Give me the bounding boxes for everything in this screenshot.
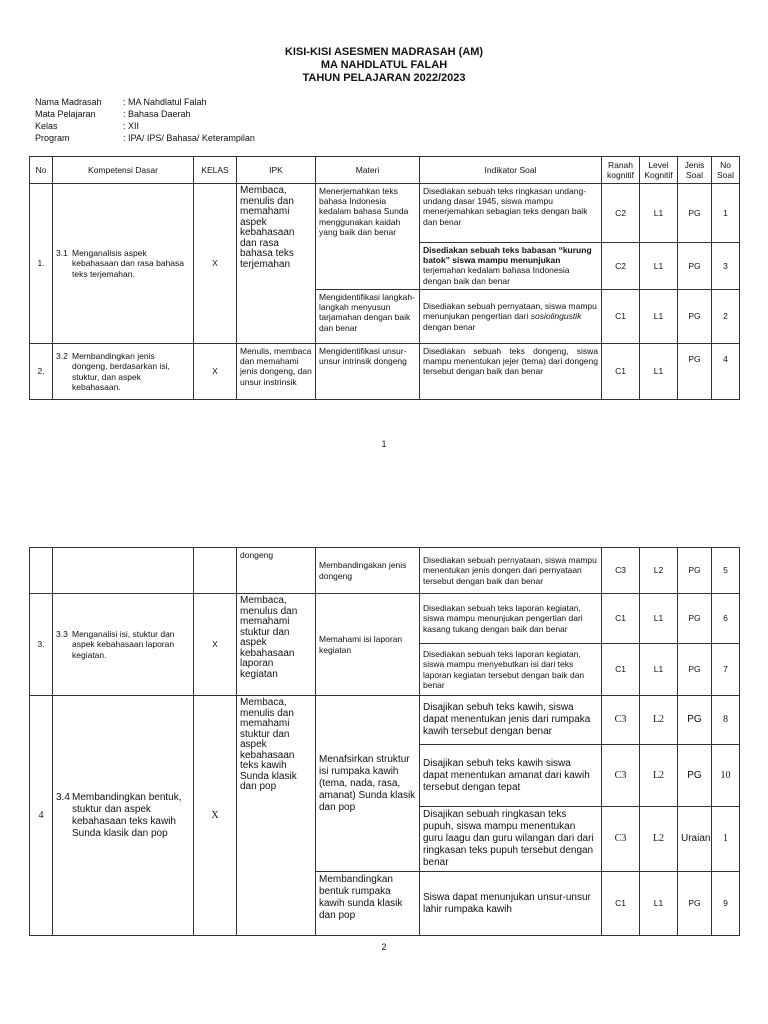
info-value: : MA Nahdlatul Falah bbox=[123, 97, 207, 107]
nosoal-cell: 1 bbox=[712, 807, 740, 872]
table-row bbox=[30, 344, 740, 400]
table-row bbox=[30, 696, 740, 745]
col-header-no: No bbox=[30, 157, 53, 184]
row-number: 3. bbox=[30, 594, 53, 696]
level-cell: L2 bbox=[640, 807, 678, 872]
info-label: Kelas bbox=[35, 121, 58, 131]
ranah-cell: C1 bbox=[602, 644, 640, 696]
ipk-cell: Menulis, membaca dan memahami jenis dongeng, dan unsur instrinsik bbox=[237, 344, 316, 400]
col-header-ranah: Ranah kognitif bbox=[602, 157, 640, 184]
materi-cell: Membandingkan bentuk rumpaka kawih sunda klasik dan pop bbox=[316, 872, 420, 936]
kisi-table-page1 bbox=[29, 156, 740, 400]
ranah-cell: C3 bbox=[602, 807, 640, 872]
ranah-cell: C2 bbox=[602, 243, 640, 290]
col-header-ipk: IPK bbox=[237, 157, 316, 184]
indikator-bold-text: Disediakan sebuah teks babasan “kurung batok” siswa mampu menunjukan bbox=[423, 245, 592, 266]
ipk-cell: Membaca, menulis dan memahami aspek kebahasaan dan rasa bahasa teks terjemahan bbox=[237, 184, 316, 344]
jenis-cell: PG bbox=[678, 290, 712, 344]
kd-text: Membandingkan jenis dongeng, berdasarkan isi, stuktur, dan aspek kebahasaan. bbox=[72, 351, 170, 392]
materi-cell: Menafsirkan struktur isi rumpaka kawih (tema, nada, rasa, amanat) Sunda klasik dan pop bbox=[316, 696, 420, 872]
kd-cell bbox=[53, 344, 194, 400]
kisi-table-page2 bbox=[29, 547, 740, 936]
indikator-cell: Disediakan sebuah teks laporan kegiatan, siswa mampu menyebutkan isi dari teks laporan kegiatan tersebut dengan baik dan benar bbox=[420, 644, 602, 696]
school-name: MA NAHDLATUL FALAH bbox=[320, 59, 448, 71]
materi-cell: Menerjemahkan teks bahasa Indonesia kedalam bahasa Sunda menggunakan kaidah yang baik dan benar bbox=[316, 184, 420, 290]
materi-cell: Mengidentifikasi langkah-langkah menyusun tarjamahan dengan baik dan benar bbox=[316, 290, 420, 344]
indikator-cell: Siswa dapat menunjukan unsur-unsur lahir rumpaka kawih bbox=[420, 872, 602, 936]
indikator-cell: Disediakan sebuah teks laporan kegiatan, siswa mampu menunjukan pengertian dari kasang tukang dengan baik dan benar bbox=[420, 594, 602, 644]
info-label: Program bbox=[35, 133, 70, 143]
indikator-cell: Disajikan sebuah ringkasan teks pupuh, siswa mampu menentukan guru laagu dan guru wilangan dari dari ringkasan teks pupuh tersebut dengan benar bbox=[420, 807, 602, 872]
ipk-cell: Membaca, menulis dan memahami stuktur dan aspek kebahasaan teks kawih Sunda klasik dan pop bbox=[237, 696, 316, 936]
jenis-cell: PG bbox=[678, 184, 712, 243]
row-number bbox=[30, 548, 53, 594]
jenis-cell: PG bbox=[678, 548, 712, 594]
kd-text: Menganalisis aspek kebahasaan dan rasa bahasa teks terjemahan. bbox=[72, 248, 185, 279]
nosoal-cell: 10 bbox=[712, 745, 740, 807]
jenis-cell: PG bbox=[678, 344, 712, 400]
info-row-mapel bbox=[35, 109, 191, 119]
col-header-indikator: Indikator Soal bbox=[420, 157, 602, 184]
jenis-cell: PG bbox=[678, 644, 712, 696]
level-cell: L1 bbox=[640, 290, 678, 344]
info-row-program bbox=[35, 133, 255, 143]
nosoal-cell: 9 bbox=[712, 872, 740, 936]
nosoal-cell: 1 bbox=[712, 184, 740, 243]
nosoal-cell: 6 bbox=[712, 594, 740, 644]
jenis-cell: Uraian bbox=[678, 807, 712, 872]
materi-cell: Memahami isi laporan kegiatan bbox=[316, 594, 420, 696]
kd-number: 3.1 bbox=[56, 248, 68, 259]
school-year: TAHUN PELAJARAN 2022/2023 bbox=[302, 72, 466, 84]
info-row-kelas bbox=[35, 121, 139, 131]
table-row bbox=[30, 594, 740, 644]
kd-number: 3.3 bbox=[56, 629, 68, 640]
table-row bbox=[30, 548, 740, 594]
ipk-cell: dongeng bbox=[237, 548, 316, 594]
indikator-cell: Disediakan sebuah teks dongeng, siswa mampu menentukan jejer (tema) dari dongeng tersebut dengan baik dan benar bbox=[420, 344, 602, 400]
materi-cell: Membandingakan jenis dongeng bbox=[316, 548, 420, 594]
col-header-kelas: KELAS bbox=[194, 157, 237, 184]
page-number: 2 bbox=[381, 942, 387, 952]
jenis-cell: PG bbox=[678, 696, 712, 745]
level-cell: L1 bbox=[640, 872, 678, 936]
indikator-tail-text: dengan benar bbox=[423, 321, 476, 332]
level-cell: L1 bbox=[640, 344, 678, 400]
indikator-cell: Disajikan sebuh teks kawih, siswa dapat menentukan jenis dari rumpaka kawih tersebut dengan benar bbox=[420, 696, 602, 745]
indikator-cell: Disediakan sebuah pernyataan, siswa mampu menentukan jenis dongen dari pernyataan tersebut dengan baik dan benar bbox=[420, 548, 602, 594]
indikator-text: terjemahan kedalam bahasa Indonesia dengan baik dan benar bbox=[423, 265, 570, 286]
ranah-cell: C3 bbox=[602, 548, 640, 594]
kd-text: Membandingkan bentuk, stuktur dan aspek kebahasaan teks kawih Sunda klasik dan pop bbox=[72, 791, 182, 839]
nosoal-cell: 5 bbox=[712, 548, 740, 594]
kd-cell bbox=[53, 184, 194, 344]
ranah-cell: C3 bbox=[602, 696, 640, 745]
jenis-cell: PG bbox=[678, 594, 712, 644]
kelas-cell: X bbox=[194, 344, 237, 400]
indikator-text: Disediakan sebuah pernyataan, siswa mampu menunjukan pengertian dari bbox=[423, 301, 597, 322]
jenis-cell: PG bbox=[678, 243, 712, 290]
nosoal-cell: 7 bbox=[712, 644, 740, 696]
info-label: Mata Pelajaran bbox=[35, 109, 96, 119]
col-header-nosoal: No Soal bbox=[712, 157, 740, 184]
ipk-cell: Membaca, menulus dan memahami stuktur dan aspek kebahasaan laporan kegiatan bbox=[237, 594, 316, 696]
row-number: 2. bbox=[30, 344, 53, 400]
info-label: Nama Madrasah bbox=[35, 97, 102, 107]
kd-number: 3.4 bbox=[56, 791, 70, 803]
level-cell: L2 bbox=[640, 745, 678, 807]
jenis-cell: PG bbox=[678, 872, 712, 936]
nosoal-cell: 4 bbox=[712, 344, 740, 400]
indikator-cell bbox=[420, 290, 602, 344]
page-number: 1 bbox=[381, 439, 387, 449]
info-row-madrasah bbox=[35, 97, 207, 107]
table-header-row bbox=[30, 157, 740, 184]
col-header-jenis: Jenis Soal bbox=[678, 157, 712, 184]
ranah-cell: C1 bbox=[602, 594, 640, 644]
materi-cell: Mengidentifikasi unsur-unsur intrinsik dongeng bbox=[316, 344, 420, 400]
kelas-cell: X bbox=[194, 696, 237, 936]
row-number: 4 bbox=[30, 696, 53, 936]
nosoal-cell: 2 bbox=[712, 290, 740, 344]
level-cell: L1 bbox=[640, 594, 678, 644]
level-cell: L2 bbox=[640, 548, 678, 594]
table-row bbox=[30, 184, 740, 243]
kd-number: 3.2 bbox=[56, 351, 68, 362]
kd-cell bbox=[53, 696, 194, 936]
level-cell: L2 bbox=[640, 696, 678, 745]
kelas-cell: X bbox=[194, 594, 237, 696]
ranah-cell: C1 bbox=[602, 344, 640, 400]
nosoal-cell: 3 bbox=[712, 243, 740, 290]
col-header-materi: Materi bbox=[316, 157, 420, 184]
indikator-italic-text: sosiolingustik bbox=[530, 311, 582, 322]
ranah-cell: C1 bbox=[602, 290, 640, 344]
kelas-cell: X bbox=[194, 184, 237, 344]
info-value: : IPA/ IPS/ Bahasa/ Keterampilan bbox=[123, 133, 255, 143]
info-value: : Bahasa Daerah bbox=[123, 109, 191, 119]
indikator-cell: Disajikan sebuh teks kawih siswa dapat menentukan amanat dari kawih tersebut dengan tepat bbox=[420, 745, 602, 807]
indikator-cell: Disediakan sebuah teks ringkasan undang-undang dasar 1945, siswa mampu menerjemahkan sebagian teks dengan baik dan benar bbox=[420, 184, 602, 243]
kd-cell bbox=[53, 594, 194, 696]
level-cell: L1 bbox=[640, 644, 678, 696]
doc-title: KISI-KISI ASESMEN MADRASAH (AM) bbox=[284, 46, 484, 58]
col-header-kd: Kompetensi Dasar bbox=[53, 157, 194, 184]
indikator-cell bbox=[420, 243, 602, 290]
jenis-cell: PG bbox=[678, 745, 712, 807]
info-value: : XII bbox=[123, 121, 140, 131]
kelas-cell bbox=[194, 548, 237, 594]
kd-text: Menganalisi isi, stuktur dan aspek kebahasaan laporan kegiatan. bbox=[72, 629, 175, 660]
nosoal-cell: 8 bbox=[712, 696, 740, 745]
level-cell: L1 bbox=[640, 243, 678, 290]
col-header-level: Level Kognitif bbox=[640, 157, 678, 184]
ranah-cell: C2 bbox=[602, 184, 640, 243]
kd-cell bbox=[53, 548, 194, 594]
level-cell: L1 bbox=[640, 184, 678, 243]
row-number: 1. bbox=[30, 184, 53, 344]
ranah-cell: C3 bbox=[602, 745, 640, 807]
ranah-cell: C1 bbox=[602, 872, 640, 936]
